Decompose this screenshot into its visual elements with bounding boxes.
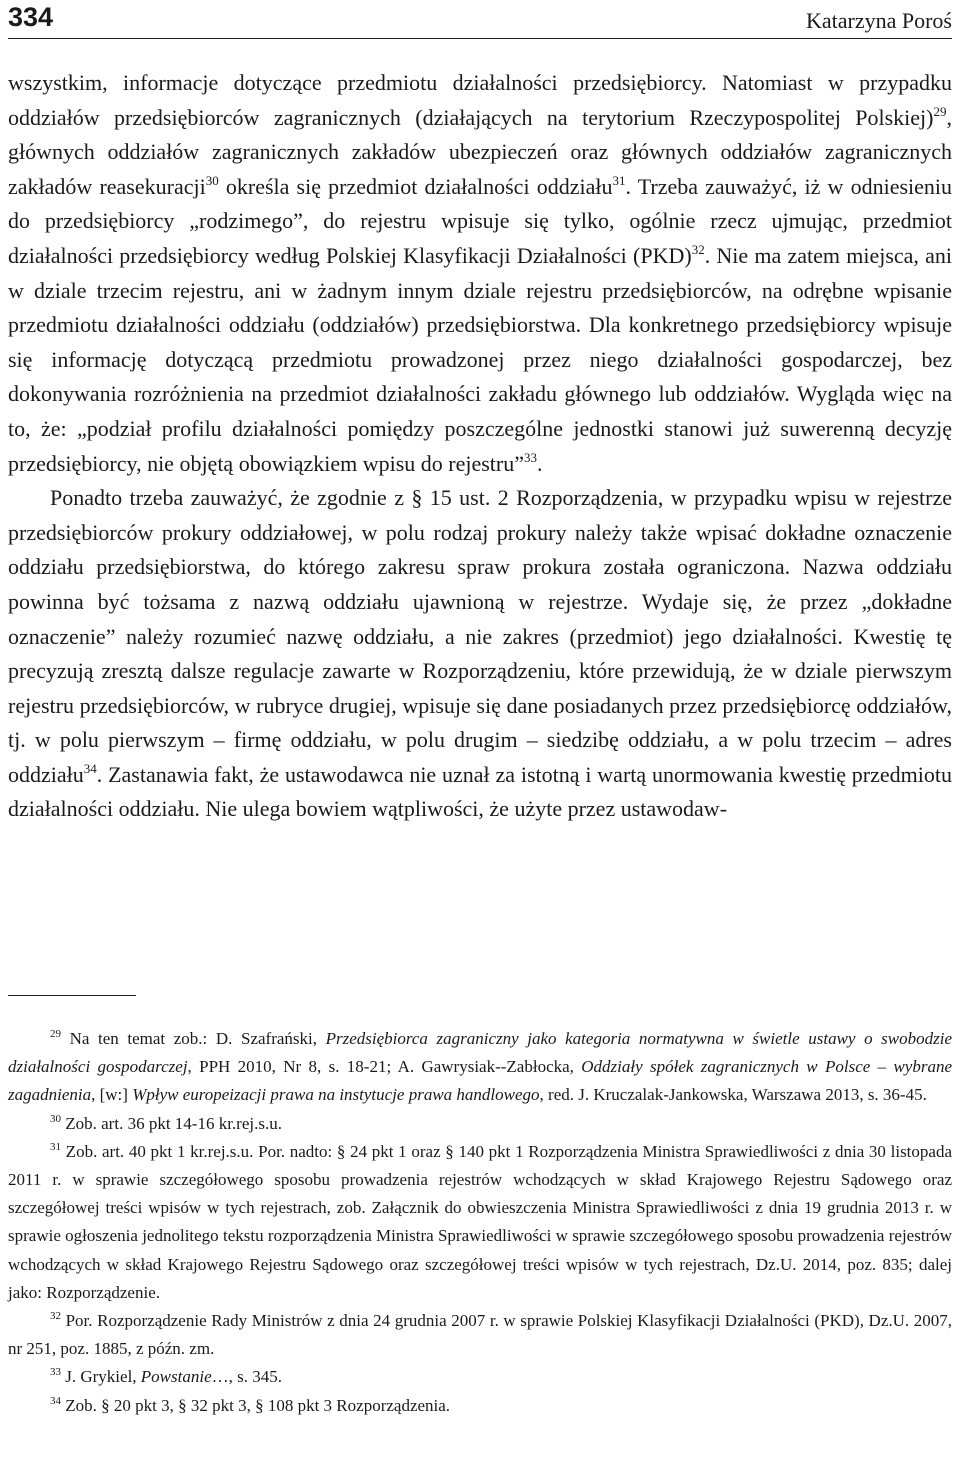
text-span: Por. Rozporządzenie Rady Ministrów z dnia 24 grudnia 2007 r. w sprawie Polskiej Klasyfikacji Działalności (PKD), Dz.U. 2007, nr 251, poz. 1885, z późn. zm. (8, 1311, 952, 1359)
footnote-32 (8, 1307, 952, 1363)
footnote-ref-34: 34 (83, 760, 97, 776)
footnote-number: 34 (50, 1394, 61, 1407)
footnote-29 (8, 1025, 952, 1110)
page-header (8, 4, 952, 39)
italic-title: Przedsiębiorca zagraniczny jako kategoria normatywna w świetle ustawy o swobodzie działalności gospodarczej (8, 1029, 953, 1077)
footnote-number: 32 (50, 1310, 61, 1323)
footnote-ref-30: 30 (205, 172, 219, 188)
text-span: , głównych oddziałów zagranicznych zakładów ubezpieczeń oraz głównych oddziałów zagranicznych zakładów reasekuracji (8, 104, 952, 199)
text-span: Zob. § 20 pkt 3, § 32 pkt 3, § 108 pkt 3 Rozporządzenia. (61, 1395, 451, 1415)
footnote-number: 30 (50, 1112, 61, 1125)
text-span: . Nie ma zatem miejsca, ani w dziale trzecim rejestru, ani w żadnym innym dziale rejestru przedsiębiorców, na odrębne wpisanie przedmiotu działalności oddziału (oddziałów) przedsiębiorstwa. Dla konkretnego przedsiębiorcy wpisuje się informację dotyczącą przedmiotu prowadzonej przez niego działalności gospodarczej, bez dokonywania rozróżnienia na przedmiot działalności zakładu głównego lub oddziałów. Wygląda więc na to, że: „podział profilu działalności pomiędzy poszczególne jednostki stanowi już suwerenną decyzję przedsiębiorcy, nie objętą obowiązkiem wpisu do rejestru” (8, 242, 953, 476)
footnote-number: 31 (50, 1140, 61, 1153)
text-span: wszystkim, informacje dotyczące przedmiotu działalności przedsiębiorcy. Natomiast w przypadku oddziałów przedsiębiorców zagranicznych (działających na terytorium Rzeczypospolitej Polskiej) (8, 70, 952, 130)
text-span: Na ten temat zob.: D. Szafrański, (61, 1029, 326, 1048)
text-span: Ponadto trzeba zauważyć, że zgodnie z § 15 ust. 2 Rozporządzenia, w przypadku wpisu w rejestrze przedsiębiorców prokury oddziałowej, w polu rodzaj prokury należy także wpisać dokładne oznaczenie oddziału przedsiębiorstwa, do którego zakresu spraw prokura została ograniczona. Nazwa oddziału powinna być tożsama z nazwą oddziału ujawnioną w rejestrze. Wydaje się, że przez „dokładne oznaczenie” należy rozumieć nazwę oddziału, a nie zakres (przedmiot) jego działalności. Kwestię tę precyzują zresztą dalsze regulacje zawarte w Rozporządzeniu, które przewidują, że w dziale pierwszym rejestru przedsiębiorców, w rubryce drugiej, wpisuje się dane posiadanych przez przedsiębiorcę oddziałów, tj. w polu pierwszym – firmę oddziału, w polu drugim – siedzibę oddziału, a w polu trzecim – adres oddziału (8, 485, 952, 787)
italic-title: Oddziały spółek zagranicznych w Polsce – wybrane zagadnienia (8, 1057, 953, 1105)
running-head-author: Katarzyna Poroś (805, 8, 952, 33)
footnote-number: 33 (50, 1366, 61, 1379)
footnote-34 (8, 1392, 952, 1420)
text-span: , PPH 2010, Nr 8, s. 18-21; A. Gawrysiak--Zabłocka, (187, 1057, 582, 1077)
text-span: …, s. 345. (211, 1367, 283, 1387)
text-span: J. Grykiel, (61, 1367, 141, 1387)
main-text (8, 66, 952, 827)
footnote-separator (8, 995, 136, 996)
paragraph-1 (8, 66, 952, 481)
footnote-33 (8, 1363, 952, 1391)
footnote-30 (8, 1110, 952, 1138)
footnote-ref-32: 32 (691, 241, 705, 257)
text-span: Zob. art. 40 pkt 1 kr.rej.s.u. Por. nadto: § 24 pkt 1 oraz § 140 pkt 1 Rozporządzenia Ministra Sprawiedliwości z dnia 30 listopada 2011 r. w sprawie szczegółowego sposobu prowadzenia rejestrów wchodzących w skład Krajowego Rejestru Sądowego oraz szczegółowej treści wpisów w tych rejestrach, zob. Załącznik do obwieszczenia Ministra Sprawiedliwości z dnia 19 grudnia 2013 r. w sprawie ogłoszenia jednolitego tekstu rozporządzenia Ministra Sprawiedliwości w sprawie szczegółowego sposobu prowadzenia rejestrów wchodzących w skład Krajowego Rejestru Sądowego oraz szczegółowej treści wpisów w tych rejestrach, Dz.U. 2014, poz. 835; dalej jako: Rozporządzenie. (8, 1141, 952, 1302)
footnote-ref-31: 31 (612, 172, 626, 188)
footnote-ref-33: 33 (524, 449, 538, 465)
text-span: . Trzeba zauważyć, iż w odniesieniu do przedsiębiorcy „rodzimego”, do rejestru wpisuje się tylko, ogólnie rzecz ujmując, przedmiot działalności przedsiębiorcy według Polskiej Klasyfikacji Działalności (PKD) (8, 173, 953, 268)
footnote-31 (8, 1138, 952, 1307)
paragraph-2 (8, 481, 952, 827)
text-span: , red. J. Kruczalak-Jankowska, Warszawa 2013, s. 36-45. (539, 1085, 927, 1105)
text-span: określa się przedmiot działalności oddziału (218, 173, 613, 199)
text-span: . Zastanawia fakt, że ustawodawca nie uznał za istotną i wartą unormowania kwestię przedmiotu działalności oddziału. Nie ulega bowiem wątpliwości, że użyte przez ustawodaw- (8, 761, 952, 822)
italic-title: Powstanie (140, 1367, 212, 1387)
italic-title: Wpływ europeizacji prawa na instytucje prawa handlowego (132, 1085, 540, 1105)
text-span: , [w:] (91, 1085, 133, 1105)
footnote-number: 29 (50, 1028, 61, 1040)
text-span: . (537, 450, 543, 476)
footnotes (8, 1025, 952, 1420)
footnote-ref-29: 29 (933, 103, 947, 119)
page-number: 334 (8, 2, 54, 32)
text-span: Zob. art. 36 pkt 14-16 kr.rej.s.u. (61, 1113, 282, 1133)
